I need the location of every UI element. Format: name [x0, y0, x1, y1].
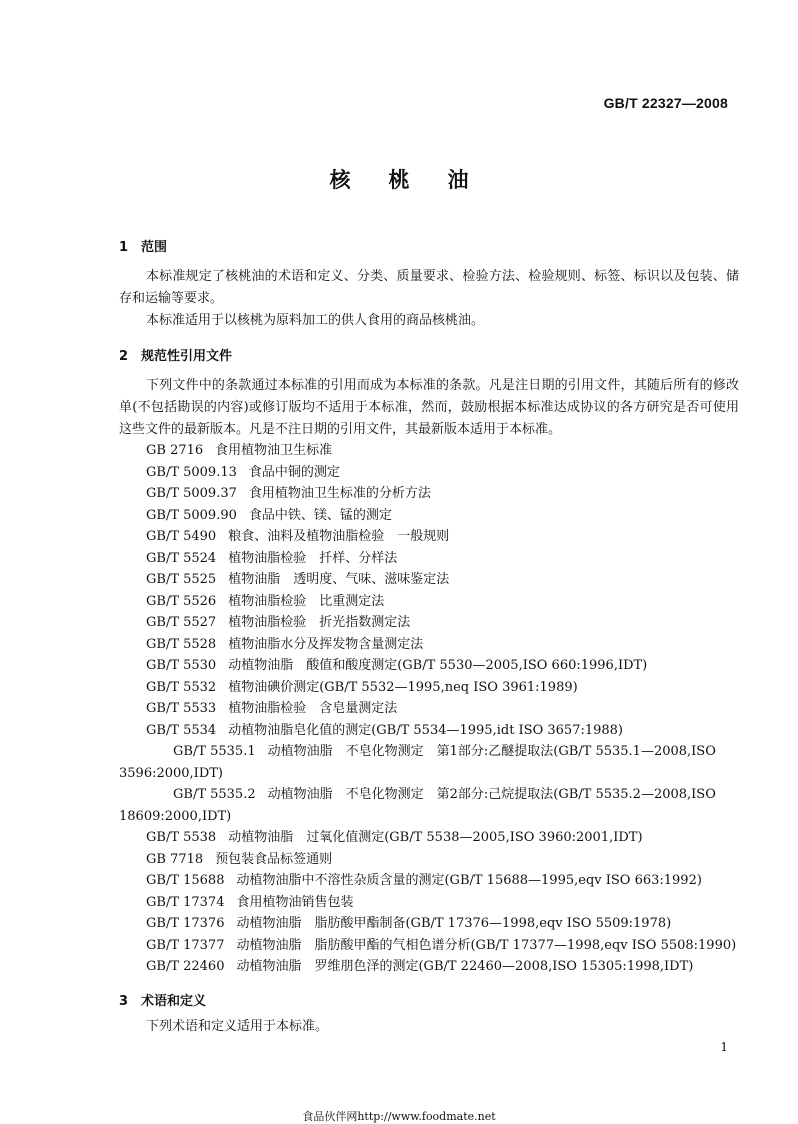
page-number: 1 — [720, 1040, 728, 1054]
scope-paragraph-2: 本标准适用于以核桃为原料加工的供人食用的商品核桃油。 — [146, 313, 485, 328]
reference-code: GB/T 5534 — [146, 722, 217, 738]
reference-item — [119, 569, 749, 591]
reference-code: GB/T 5530 — [146, 658, 217, 673]
reference-title: 动植物油脂 脂肪酸甲酯的气相色谱分析(GB/T 17377—1998,eqv ISO 5508:1990) — [236, 937, 737, 953]
references-intro-paragraph: 下列文件中的条款通过本标准的引用而成为本标准的条款。凡是注日期的引用文件，其随后所有的修改单(不包括勘误的内容)或修订版均不适用于本标准，然而，鼓励根据本标准达成协议的各方研究是否可使用这些文件的最新版本。凡是不注日期的引用文件，其最新版本适用于本标准。 — [119, 378, 739, 437]
reference-title: 植物油脂检验 扦样、分样法 — [228, 550, 398, 566]
reference-code: GB/T 5009.90 — [146, 507, 237, 523]
reference-title: 食用植物油卫生标准 — [215, 443, 333, 458]
reference-title: 动植物油脂 过氧化值测定(GB/T 5538—2005,ISO 3960:2001,IDT) — [228, 830, 643, 845]
reference-item — [119, 612, 749, 634]
reference-item — [119, 483, 749, 505]
reference-code: GB/T 5528 — [146, 636, 217, 652]
reference-item — [119, 827, 749, 849]
reference-code: GB/T 5525 — [146, 572, 217, 587]
section-number: 1 — [119, 240, 129, 255]
reference-title: 食品中铁、镁、锰的测定 — [248, 507, 392, 523]
reference-item — [119, 505, 749, 527]
reference-title: 植物油脂 透明度、气味、滋味鉴定法 — [228, 572, 450, 587]
reference-title: 食品中铜的测定 — [248, 464, 340, 480]
reference-title: 植物油碘价测定(GB/T 5532—1995,neq ISO 3961:1989) — [228, 679, 578, 695]
reference-title: 粮食、油料及植物油脂检验 一般规则 — [228, 529, 450, 544]
reference-code: GB/T 5535.1 — [173, 744, 256, 759]
reference-item — [119, 462, 749, 484]
reference-title: 动植物油脂 不皂化物测定 第2部分:己烷提取法(GB/T 5535.2—2008,ISO 18609:2000,IDT) — [119, 787, 716, 824]
reference-title: 动植物油脂皂化值的测定(GB/T 5534—1995,idt ISO 3657:1988) — [228, 722, 623, 738]
section-title: 术语和定义 — [141, 994, 207, 1009]
reference-item — [119, 634, 749, 656]
reference-code: GB 7718 — [146, 851, 204, 867]
footer-watermark: 食品伙伴网http://www.foodmate.net — [302, 1110, 496, 1123]
section-number: 2 — [119, 349, 129, 364]
reference-title: 植物油脂水分及挥发物含量测定法 — [228, 636, 424, 652]
section-1-heading — [119, 236, 167, 255]
reference-code: GB/T 5538 — [146, 830, 217, 845]
reference-code: GB/T 5524 — [146, 550, 217, 566]
reference-item — [119, 870, 749, 892]
standard-number: GB/T 22327—2008 — [603, 95, 728, 111]
reference-list — [119, 440, 749, 978]
reference-item — [119, 935, 749, 957]
reference-title: 食用植物油卫生标准的分析方法 — [248, 486, 431, 501]
document-title: 核桃油 — [329, 168, 507, 192]
reference-item — [119, 698, 749, 720]
reference-code: GB/T 5535.2 — [173, 787, 256, 802]
definitions-paragraph: 下列术语和定义适用于本标准。 — [146, 1019, 329, 1034]
reference-code: GB/T 17374 — [146, 894, 225, 910]
section-3-heading — [119, 990, 206, 1009]
scope-paragraph-1: 本标准规定了核桃油的术语和定义、分类、质量要求、检验方法、检验规则、标签、标识以及包装、储存和运输等要求。 — [119, 269, 739, 306]
reference-code: GB 2716 — [146, 443, 204, 458]
reference-title: 预包装食品标签通则 — [215, 851, 333, 867]
reference-title: 动植物油脂 罗维朋色泽的测定(GB/T 22460—2008,ISO 15305:1998,IDT) — [236, 959, 694, 974]
reference-title: 动植物油脂 脂肪酸甲酯制备(GB/T 17376—1998,eqv ISO 5509:1978) — [236, 916, 672, 931]
reference-code: GB/T 5526 — [146, 593, 217, 609]
reference-item — [119, 440, 749, 462]
reference-code: GB/T 5009.13 — [146, 464, 237, 480]
reference-code: GB/T 17376 — [146, 916, 225, 931]
section-title: 范围 — [141, 240, 168, 255]
reference-item — [119, 655, 749, 677]
reference-title: 动植物油脂 不皂化物测定 第1部分:乙醚提取法(GB/T 5535.1—2008,ISO 3596:2000,IDT) — [119, 744, 716, 781]
reference-item — [119, 677, 749, 699]
reference-item — [119, 526, 749, 548]
reference-item — [119, 741, 744, 784]
reference-code: GB/T 5532 — [146, 679, 217, 695]
reference-item — [119, 720, 749, 742]
reference-item — [119, 591, 749, 613]
reference-title: 植物油脂检验 含皂量测定法 — [228, 701, 398, 716]
reference-title: 动植物油脂中不溶性杂质含量的测定(GB/T 15688—1995,eqv ISO 663:1992) — [236, 873, 702, 888]
reference-item — [119, 956, 749, 978]
reference-code: GB/T 5527 — [146, 615, 217, 630]
reference-item — [119, 784, 744, 827]
reference-code: GB/T 5009.37 — [146, 486, 237, 501]
reference-title: 植物油脂检验 比重测定法 — [228, 593, 385, 609]
reference-code: GB/T 22460 — [146, 959, 225, 974]
reference-item — [119, 913, 749, 935]
section-title: 规范性引用文件 — [141, 349, 233, 364]
reference-item — [119, 548, 749, 570]
reference-code: GB/T 15688 — [146, 873, 225, 888]
section-2-heading — [119, 345, 232, 364]
reference-code: GB/T 17377 — [146, 937, 225, 953]
reference-item — [119, 892, 749, 914]
reference-title: 动植物油脂 酸值和酸度测定(GB/T 5530—2005,ISO 660:1996,IDT) — [228, 658, 648, 673]
reference-item — [119, 849, 749, 871]
reference-code: GB/T 5490 — [146, 529, 217, 544]
reference-title: 食用植物油销售包装 — [236, 894, 354, 910]
reference-title: 植物油脂检验 折光指数测定法 — [228, 615, 411, 630]
reference-code: GB/T 5533 — [146, 701, 217, 716]
section-number: 3 — [119, 994, 129, 1009]
